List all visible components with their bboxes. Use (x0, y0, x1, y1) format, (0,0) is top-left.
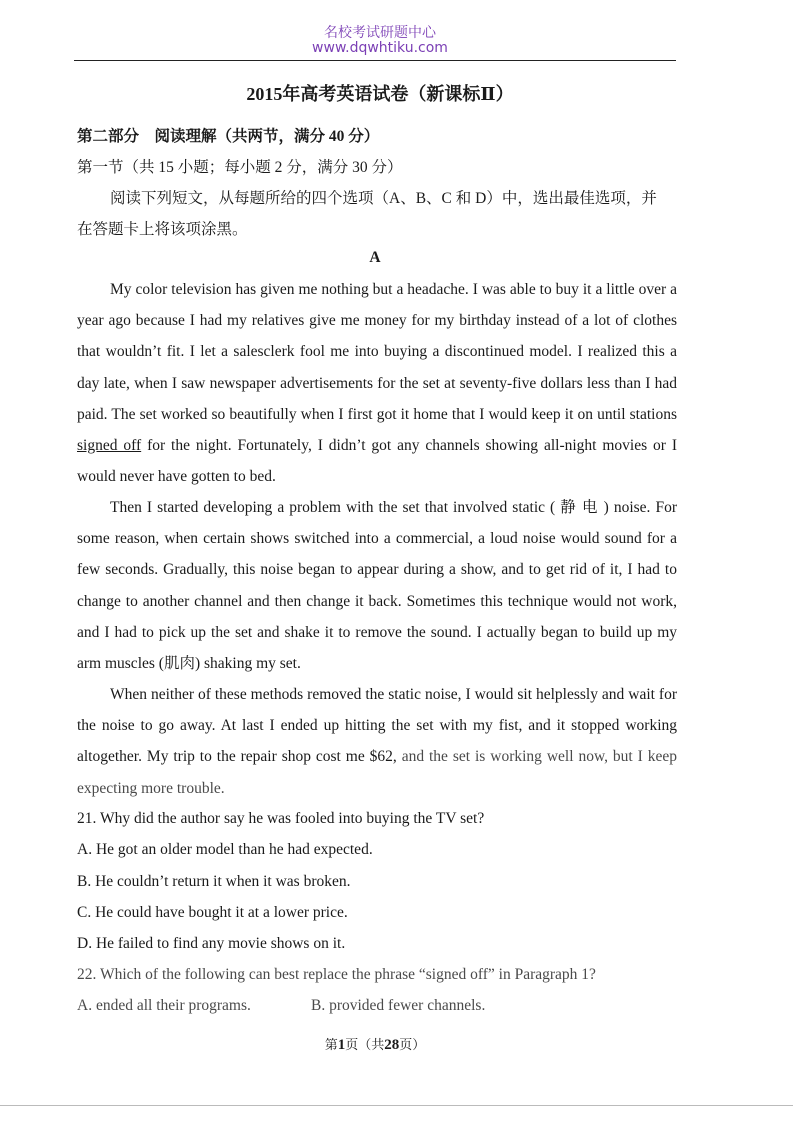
question-21: 21. Why did the author say he was fooled into buying the TV set? (77, 810, 485, 827)
question-21-option-c: C. He could have bought it at a lower price. (77, 904, 348, 921)
page-number: 1 (337, 1037, 346, 1053)
footer-pre: 第 (324, 1037, 338, 1052)
part-heading: 第二部分 阅读理解（共两节，满分 40 分） (77, 128, 380, 145)
question-21-option-b: B. He couldn’t return it when it was broken. (77, 873, 351, 890)
footer-mid: 页（共 (345, 1037, 385, 1052)
paragraph-3-text-a: When neither of these methods removed the static noise, I would sit helplessly and wait for the noise to go away. At last I ended up hitting the set with my fist, and it stopped working altogether. My trip to the repair shop cost me $62, (77, 686, 677, 766)
question-21-option-a: A. He got an older model than he had expected. (77, 841, 373, 858)
page-footer (0, 1034, 750, 1054)
site-url[interactable]: www.dqwhtiku.com (312, 40, 448, 56)
footer-post: 页） (399, 1037, 426, 1052)
paragraph-3-text-b: and the set is working well now, but I keep expecting more trouble. (77, 748, 677, 797)
bottom-divider (0, 1105, 793, 1106)
paragraph-1-text-b: for the night. Fortunately, I didn’t got any channels showing all-night movies or I would never have gotten to bed. (77, 437, 678, 486)
subsection-heading: 第一节（共 15 小题；每小题 2 分，满分 30 分） (77, 159, 403, 176)
question-22-option-a: A. ended all their programs. (77, 997, 251, 1014)
paragraph-1-text-a: My color television has given me nothing but a headache. I was able to buy it a little over a year ago because I had my relatives give me money for my birthday instead of a lot of clothes that wouldn’t fit. I let a salesclerk fool me into buying a discontinued model. I realized this a day late, when I saw newspaper advertisements for the set at seventy-five dollars less than I had paid. The set worked so beautifully when I first got it home that I would keep it on until stations (77, 281, 677, 423)
instruction-line-1: 阅读下列短文，从每题所给的四个选项（A、B、C 和 D）中，选出最佳选项，并 (110, 190, 657, 207)
paragraph-3 (77, 679, 677, 804)
instruction-line-2: 在答题卡上将该项涂黑。 (77, 221, 248, 238)
underlined-phrase: signed off (77, 437, 142, 455)
page-title: 2015年高考英语试卷（新课标Ⅱ） (246, 84, 514, 104)
site-name: 名校考试研题中心 (324, 25, 436, 41)
paragraph-1 (77, 274, 677, 492)
question-22: 22. Which of the following can best replace the phrase “signed off” in Paragraph 1? (77, 966, 596, 983)
paragraph-2: Then I started developing a problem with the set that involved static ( 静 电 ) noise. For some reason, when certain shows switched into a commercial, a loud noise would sound for a few seconds. Gradually, this noise began to appear during a show, and to get rid of it, I had to change to another channel and then change it back. Sometimes this technique would not work, and I had to pick up the set and shake it to remove the sound. I actually began to build up my arm muscles (肌肉) shaking my set. (77, 499, 677, 673)
question-22-option-b: B. provided fewer channels. (311, 997, 486, 1014)
passage-label: A (369, 249, 381, 266)
question-21-option-d: D. He failed to find any movie shows on it. (77, 935, 346, 952)
header-divider (74, 60, 676, 61)
page-total: 28 (384, 1037, 400, 1053)
